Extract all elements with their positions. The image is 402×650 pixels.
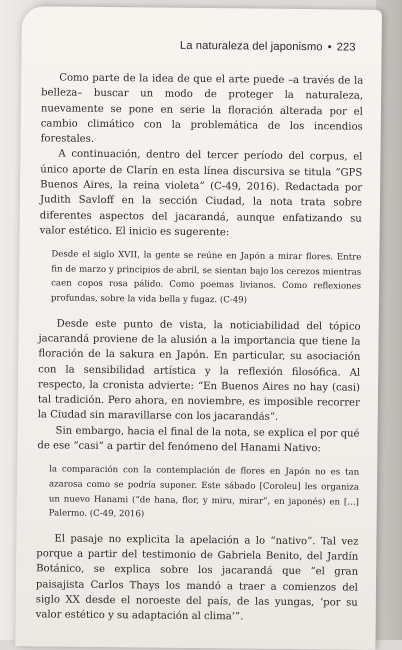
- header-separator: •: [327, 41, 332, 54]
- chapter-title: La naturaleza del japonismo: [179, 39, 323, 54]
- paragraph: Como parte de la idea de que el arte puede –a través de la belleza– buscar un modo de proteger la naturaleza, nuevamente se pone en serie la floración alterada por el cambio climático con la problemática de los incendios forestales.: [40, 72, 364, 146]
- page-body: [36, 70, 364, 626]
- paragraph: Sin embargo, hacia el final de la nota, se explica el por qué de ese “casi” a partir del fenómeno del Hanami Nativo:: [37, 425, 360, 455]
- paragraph: Desde este punto de vista, la noticiabilidad del tópico jacarandá proviene de la alusión a la importancia que tiene la floración de la sakura en Japón. En particular, su asociación con la sensibilidad artística y la reflexión filosófica. Al respecto, la cronista advierte: “En Buenos Aires no hay (casi) tal tradición. Pero ahora, en noviembre, es imposible recorrer la Ciudad sin maravillarse con los jacarandás”.: [37, 318, 361, 424]
- block-quote: [51, 248, 362, 310]
- quote-text: la comparación con la contemplación de flores en Japón no es tan azarosa como se podría suponer. Este sábado [Coroleu] les organiza un nuevo Hanami (“de hana, flor, y miru, mirar”, en japonés) en [...] Palermo. (C-49, 2016): [48, 464, 360, 520]
- page-number: 223: [336, 41, 356, 54]
- block-quote: [49, 463, 360, 525]
- quote-text: Desde el siglo XVII, la gente se reúne en Japón a mirar flores. Entre fin de marzo y principios de abril, se sientan bajo los cerezos mientras caen copos rosa pálido. Como poemas livianos. Como reflexiones profundas, sobre la vida bella y fugaz. (C-49): [50, 249, 362, 306]
- paragraph: A continuación, dentro del tercer período del corpus, el único aporte de Clarín en esta línea discursiva se titula “GPS Buenos Aires, la reina violeta” (C-49, 2016). Redactada por Judith Savloff en la sección Ciudad, la nota trata sobre diferentes aspectos del jacarandá, aunque enfatizando su valor estético. El inicio es sugerente:: [39, 148, 363, 239]
- book-page: [15, 6, 382, 650]
- paragraph: El pasaje no explicita la apelación a lo “nativo”. Tal vez porque a partir del testimonio de Gabriela Benito, del Jardín Botánico, se explica sobre los jacarandá que “el gran paisajista Carlos Thays los mandó a traer a comienzos del siglo XX desde el noroeste del país, de las yungas, ‘por su valor estético y su adaptación al clima’”.: [35, 533, 359, 623]
- running-header: [62, 39, 356, 54]
